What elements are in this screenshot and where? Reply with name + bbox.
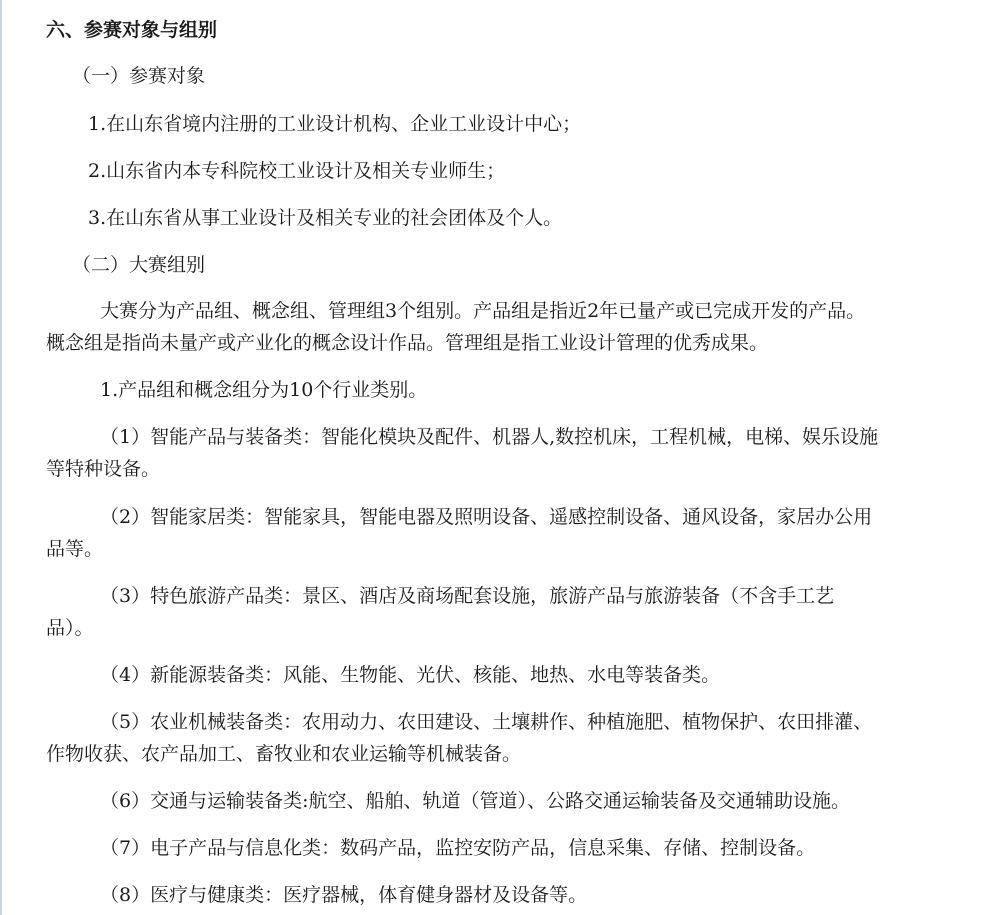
category-1-line-1: （1）智能产品与装备类：智能化模块及配件、机器人,数控机床，工程机械，电梯、娱乐设施 xyxy=(100,426,879,448)
groups-point-1: 1.产品组和概念组分为10个行业类别。 xyxy=(100,379,428,401)
section-title: 六、参赛对象与组别 xyxy=(46,19,218,41)
category-6-line-1: （6）交通与运输装备类:航空、船舶、轨道（管道）、公路交通运输装备及交通辅助设施。 xyxy=(100,790,850,812)
category-4-line-1: （4）新能源装备类：风能、生物能、光伏、核能、地热、水电等装备类。 xyxy=(100,664,721,686)
category-1-line-2: 等特种设备。 xyxy=(46,458,161,480)
category-7-line-1: （7）电子产品与信息化类：数码产品，监控安防产品，信息采集、存储、控制设备。 xyxy=(100,837,816,859)
category-3-line-2: 品）。 xyxy=(46,617,94,639)
category-8-line-1: （8）医疗与健康类：医疗器械，体育健身器材及设备等。 xyxy=(100,884,588,906)
category-3-line-1: （3）特色旅游产品类：景区、酒店及商场配套设施，旅游产品与旅游装备（不含手工艺 xyxy=(100,585,835,607)
left-border xyxy=(0,0,2,915)
category-5-line-2: 作物收获、农产品加工、畜牧业和农业运输等机械装备。 xyxy=(46,743,522,765)
groups-intro-line-2: 概念组是指尚未量产或产业化的概念设计作品。管理组是指工业设计管理的优秀成果。 xyxy=(46,332,769,354)
participant-item-1: 1.在山东省境内注册的工业设计机构、企业工业设计中心； xyxy=(88,113,582,135)
participant-item-2: 2.山东省内本专科院校工业设计及相关专业师生； xyxy=(88,160,506,182)
category-5-line-1: （5）农业机械装备类：农用动力、农田建设、土壤耕作、种植施肥、植物保护、农田排灌、 xyxy=(100,711,873,733)
category-2-line-2: 品等。 xyxy=(46,538,104,560)
subsection-title-groups: （二）大赛组别 xyxy=(72,254,206,276)
groups-intro-line-1: 大赛分为产品组、概念组、管理组3个组别。产品组是指近2年已量产或已完成开发的产品。 xyxy=(100,300,866,322)
participant-item-3: 3.在山东省从事工业设计及相关专业的社会团体及个人。 xyxy=(88,207,563,229)
subsection-title-participants: （一）参赛对象 xyxy=(72,65,206,87)
category-2-line-1: （2）智能家居类：智能家具，智能电器及照明设备、遥感控制设备、通风设备，家居办公用 xyxy=(100,506,873,528)
